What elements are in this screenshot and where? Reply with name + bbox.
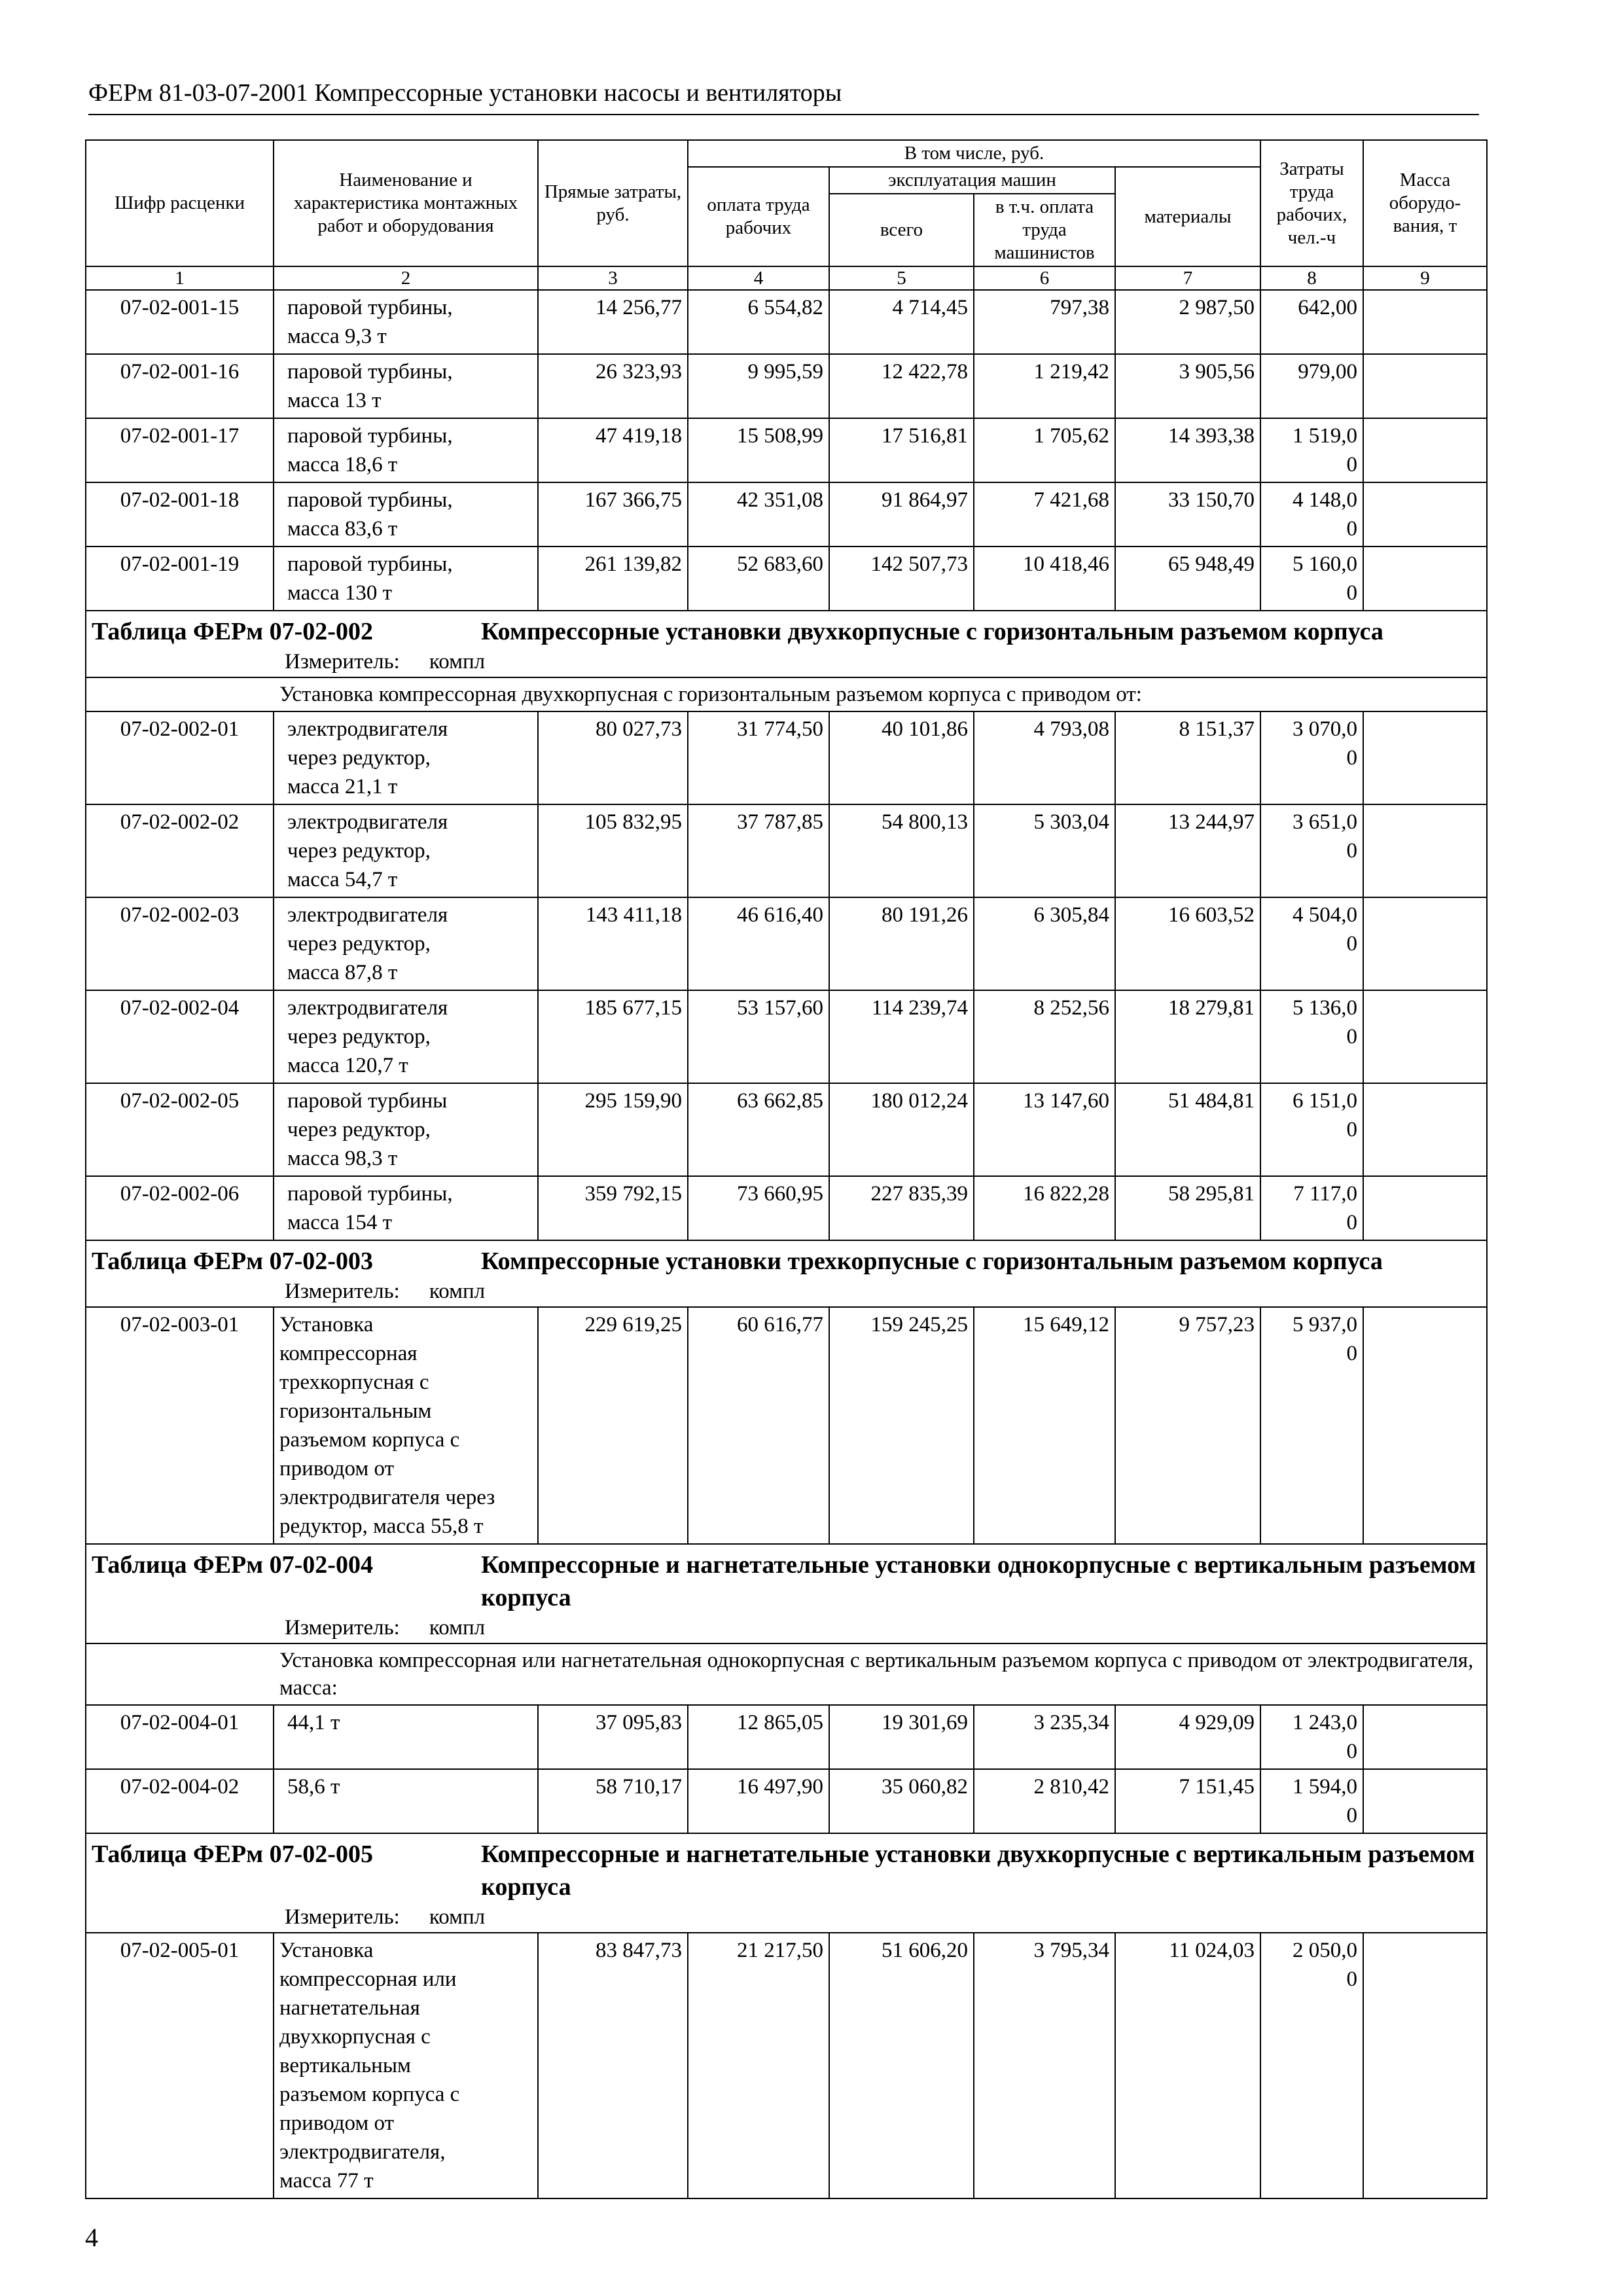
value-c4: 21 217,50 bbox=[688, 1933, 829, 2198]
column-number: 1 bbox=[86, 266, 274, 290]
value-c4: 60 616,77 bbox=[688, 1307, 829, 1544]
work-name: электродвигателя через редуктор, масса 21,1 т bbox=[274, 711, 538, 804]
value-c9 bbox=[1363, 290, 1487, 354]
col-materials-header: материалы bbox=[1115, 167, 1260, 266]
work-name: паровой турбины, масса 18,6 т bbox=[274, 418, 538, 482]
value-c9 bbox=[1363, 418, 1487, 482]
value-c4: 16 497,90 bbox=[688, 1769, 829, 1833]
value-c4: 37 787,85 bbox=[688, 804, 829, 897]
table-label: Таблица ФЕРм 07-02-004 bbox=[92, 1551, 373, 1579]
value-c9 bbox=[1363, 711, 1487, 804]
value-c9 bbox=[1363, 897, 1487, 990]
col-machines-header: эксплуатация машин bbox=[829, 167, 1115, 194]
value-c9 bbox=[1363, 354, 1487, 418]
meter-label: Измеритель: bbox=[285, 650, 400, 673]
table-title: Компрессорные установки трехкорпусные с горизонтальным разъемом корпуса bbox=[481, 1247, 1383, 1275]
value-c8: 3 651,0 0 bbox=[1260, 804, 1363, 897]
value-c7: 33 150,70 bbox=[1115, 482, 1260, 547]
rate-code: 07-02-002-04 bbox=[86, 990, 274, 1083]
value-c4: 63 662,85 bbox=[688, 1083, 829, 1176]
value-c8: 1 594,0 0 bbox=[1260, 1769, 1363, 1833]
value-c6: 1 219,42 bbox=[974, 354, 1115, 418]
value-c5: 19 301,69 bbox=[829, 1705, 974, 1769]
value-c5: 12 422,78 bbox=[829, 354, 974, 418]
page-number: 4 bbox=[85, 2223, 98, 2252]
value-c8: 5 937,0 0 bbox=[1260, 1307, 1363, 1544]
value-c5: 180 012,24 bbox=[829, 1083, 974, 1176]
value-c8: 6 151,0 0 bbox=[1260, 1083, 1363, 1176]
table-label: Таблица ФЕРм 07-02-002 bbox=[92, 618, 373, 645]
value-c4: 46 616,40 bbox=[688, 897, 829, 990]
value-c6: 797,38 bbox=[974, 290, 1115, 354]
value-c3: 58 710,17 bbox=[538, 1769, 688, 1833]
work-name: электродвигателя через редуктор, масса 54,7 т bbox=[274, 804, 538, 897]
value-c6: 16 822,28 bbox=[974, 1176, 1115, 1240]
table-row bbox=[86, 711, 1487, 804]
column-number: 7 bbox=[1115, 266, 1260, 290]
table-row bbox=[86, 482, 1487, 547]
meter-row bbox=[86, 1614, 1487, 1643]
value-c6: 15 649,12 bbox=[974, 1307, 1115, 1544]
value-c8: 2 050,0 0 bbox=[1260, 1933, 1363, 2198]
value-c3: 261 139,82 bbox=[538, 547, 688, 611]
column-number: 9 bbox=[1363, 266, 1487, 290]
value-c8: 1 519,0 0 bbox=[1260, 418, 1363, 482]
value-c6: 3 795,34 bbox=[974, 1933, 1115, 2198]
table-title-row bbox=[86, 611, 1487, 648]
value-c7: 51 484,81 bbox=[1115, 1083, 1260, 1176]
value-c4: 6 554,82 bbox=[688, 290, 829, 354]
meter-unit: компл bbox=[429, 1905, 486, 1929]
col-including-header: В том числе, руб. bbox=[688, 140, 1260, 167]
table-row bbox=[86, 547, 1487, 611]
value-c7: 65 948,49 bbox=[1115, 547, 1260, 611]
value-c5: 17 516,81 bbox=[829, 418, 974, 482]
value-c6: 7 421,68 bbox=[974, 482, 1115, 547]
value-c6: 6 305,84 bbox=[974, 897, 1115, 990]
table-row bbox=[86, 1769, 1487, 1833]
value-c3: 105 832,95 bbox=[538, 804, 688, 897]
col-labor-pay-header: оплата труда рабочих bbox=[688, 167, 829, 266]
column-number: 2 bbox=[274, 266, 538, 290]
table-row bbox=[86, 1083, 1487, 1176]
table-row bbox=[86, 1933, 1487, 2198]
table-row bbox=[86, 1176, 1487, 1240]
value-c7: 18 279,81 bbox=[1115, 990, 1260, 1083]
value-c7: 2 987,50 bbox=[1115, 290, 1260, 354]
value-c3: 295 159,90 bbox=[538, 1083, 688, 1176]
value-c5: 80 191,26 bbox=[829, 897, 974, 990]
column-number: 4 bbox=[688, 266, 829, 290]
column-number: 6 bbox=[974, 266, 1115, 290]
value-c4: 42 351,08 bbox=[688, 482, 829, 547]
work-name: электродвигателя через редуктор, масса 120,7 т bbox=[274, 990, 538, 1083]
value-c8: 1 243,0 0 bbox=[1260, 1705, 1363, 1769]
table-row bbox=[86, 990, 1487, 1083]
meter-row bbox=[86, 648, 1487, 677]
work-name: паровой турбины, масса 13 т bbox=[274, 354, 538, 418]
table-description-row bbox=[86, 1643, 1487, 1705]
table-description: Установка компрессорная двухкорпусная с горизонтальным разъемом корпуса с приводом от: bbox=[86, 677, 1487, 711]
table-row bbox=[86, 418, 1487, 482]
rate-code: 07-02-001-18 bbox=[86, 482, 274, 547]
rate-code: 07-02-002-01 bbox=[86, 711, 274, 804]
work-name: 44,1 т bbox=[274, 1705, 538, 1769]
value-c7: 4 929,09 bbox=[1115, 1705, 1260, 1769]
work-name: паровой турбины, масса 9,3 т bbox=[274, 290, 538, 354]
value-c8: 5 160,0 0 bbox=[1260, 547, 1363, 611]
table-row bbox=[86, 897, 1487, 990]
value-c4: 12 865,05 bbox=[688, 1705, 829, 1769]
value-c5: 114 239,74 bbox=[829, 990, 974, 1083]
value-c3: 229 619,25 bbox=[538, 1307, 688, 1544]
col-machinists-pay-header: в т.ч. оплата труда машинистов bbox=[974, 194, 1115, 266]
value-c9 bbox=[1363, 804, 1487, 897]
col-direct-header: Прямые затраты, руб. bbox=[538, 140, 688, 266]
value-c3: 14 256,77 bbox=[538, 290, 688, 354]
table-row bbox=[86, 804, 1487, 897]
value-c6: 10 418,46 bbox=[974, 547, 1115, 611]
value-c3: 80 027,73 bbox=[538, 711, 688, 804]
rate-code: 07-02-001-17 bbox=[86, 418, 274, 482]
value-c3: 47 419,18 bbox=[538, 418, 688, 482]
value-c7: 3 905,56 bbox=[1115, 354, 1260, 418]
meter-unit: компл bbox=[429, 1280, 486, 1303]
table-title-row bbox=[86, 1240, 1487, 1278]
value-c7: 7 151,45 bbox=[1115, 1769, 1260, 1833]
value-c7: 16 603,52 bbox=[1115, 897, 1260, 990]
value-c6: 8 252,56 bbox=[974, 990, 1115, 1083]
work-name: паровой турбины, масса 83,6 т bbox=[274, 482, 538, 547]
meter-label: Измеритель: bbox=[285, 1616, 400, 1640]
value-c8: 4 148,0 0 bbox=[1260, 482, 1363, 547]
value-c4: 9 995,59 bbox=[688, 354, 829, 418]
rate-code: 07-02-001-15 bbox=[86, 290, 274, 354]
rate-code: 07-02-002-02 bbox=[86, 804, 274, 897]
table-row bbox=[86, 354, 1487, 418]
col-code-header: Шифр расценки bbox=[86, 140, 274, 266]
column-number: 5 bbox=[829, 266, 974, 290]
table-label: Таблица ФЕРм 07-02-005 bbox=[92, 1840, 373, 1868]
rate-code: 07-02-004-01 bbox=[86, 1705, 274, 1769]
rate-code: 07-02-001-16 bbox=[86, 354, 274, 418]
value-c5: 91 864,97 bbox=[829, 482, 974, 547]
value-c3: 83 847,73 bbox=[538, 1933, 688, 2198]
value-c9 bbox=[1363, 1705, 1487, 1769]
value-c4: 31 774,50 bbox=[688, 711, 829, 804]
table-title: Компрессорные и нагнетательные установки двухкорпусные с вертикальным разъемом корпуса bbox=[481, 1840, 1475, 1901]
value-c4: 73 660,95 bbox=[688, 1176, 829, 1240]
col-machines-total-header: всего bbox=[829, 194, 974, 266]
value-c9 bbox=[1363, 547, 1487, 611]
value-c9 bbox=[1363, 990, 1487, 1083]
col-name-header: Наименование и характеристика монтажных работ и оборудования bbox=[274, 140, 538, 266]
rate-code: 07-02-001-19 bbox=[86, 547, 274, 611]
value-c9 bbox=[1363, 1769, 1487, 1833]
table-title: Компрессорные установки двухкорпусные с горизонтальным разъемом корпуса bbox=[481, 618, 1383, 645]
table-title: Компрессорные и нагнетательные установки однокорпусные с вертикальным разъемом корпуса bbox=[481, 1551, 1476, 1611]
value-c5: 40 101,86 bbox=[829, 711, 974, 804]
value-c5: 159 245,25 bbox=[829, 1307, 974, 1544]
column-number: 8 bbox=[1260, 266, 1363, 290]
page-header: ФЕРм 81-03-07-2001 Компрессорные установки насосы и вентиляторы bbox=[88, 77, 1479, 115]
value-c8: 642,00 bbox=[1260, 290, 1363, 354]
value-c6: 13 147,60 bbox=[974, 1083, 1115, 1176]
value-c5: 142 507,73 bbox=[829, 547, 974, 611]
value-c6: 5 303,04 bbox=[974, 804, 1115, 897]
rate-code: 07-02-004-02 bbox=[86, 1769, 274, 1833]
value-c8: 3 070,0 0 bbox=[1260, 711, 1363, 804]
value-c6: 1 705,62 bbox=[974, 418, 1115, 482]
value-c7: 9 757,23 bbox=[1115, 1307, 1260, 1544]
table-label: Таблица ФЕРм 07-02-003 bbox=[92, 1247, 373, 1275]
value-c7: 8 151,37 bbox=[1115, 711, 1260, 804]
value-c9 bbox=[1363, 482, 1487, 547]
value-c5: 227 835,39 bbox=[829, 1176, 974, 1240]
table-description: Установка компрессорная или нагнетательная однокорпусная с вертикальным разъемом корпуса с приводом от электродвигателя, масса: bbox=[86, 1643, 1487, 1705]
value-c9 bbox=[1363, 1176, 1487, 1240]
value-c5: 54 800,13 bbox=[829, 804, 974, 897]
value-c3: 359 792,15 bbox=[538, 1176, 688, 1240]
value-c3: 185 677,15 bbox=[538, 990, 688, 1083]
value-c8: 7 117,0 0 bbox=[1260, 1176, 1363, 1240]
value-c7: 14 393,38 bbox=[1115, 418, 1260, 482]
value-c9 bbox=[1363, 1307, 1487, 1544]
value-c5: 51 606,20 bbox=[829, 1933, 974, 2198]
rate-code: 07-02-002-03 bbox=[86, 897, 274, 990]
meter-label: Измеритель: bbox=[285, 1280, 400, 1303]
work-name: паровой турбины через редуктор, масса 98,3 т bbox=[274, 1083, 538, 1176]
value-c3: 37 095,83 bbox=[538, 1705, 688, 1769]
work-name: 58,6 т bbox=[274, 1769, 538, 1833]
meter-label: Измеритель: bbox=[285, 1905, 400, 1929]
meter-row bbox=[86, 1278, 1487, 1307]
meter-row bbox=[86, 1903, 1487, 1933]
value-c8: 4 504,0 0 bbox=[1260, 897, 1363, 990]
column-number: 3 bbox=[538, 266, 688, 290]
col-mass-header: Масса оборудо-вания, т bbox=[1363, 140, 1487, 266]
value-c9 bbox=[1363, 1933, 1487, 2198]
meter-unit: компл bbox=[429, 1616, 486, 1640]
value-c6: 2 810,42 bbox=[974, 1769, 1115, 1833]
table-title-row bbox=[86, 1544, 1487, 1614]
work-name: Установка компрессорная или нагнетательная двухкорпусная с вертикальным разъемом корпуса с приводом от электродвигателя, масса 77 т bbox=[274, 1933, 538, 2198]
value-c3: 26 323,93 bbox=[538, 354, 688, 418]
work-name: Установка компрессорная трехкорпусная с горизонтальным разъемом корпуса с приводом от электродвигателя через редуктор, масса 55,8 т bbox=[274, 1307, 538, 1544]
value-c9 bbox=[1363, 1083, 1487, 1176]
meter-unit: компл bbox=[429, 650, 486, 673]
value-c7: 11 024,03 bbox=[1115, 1933, 1260, 2198]
rate-code: 07-02-002-05 bbox=[86, 1083, 274, 1176]
value-c4: 53 157,60 bbox=[688, 990, 829, 1083]
table-title-row bbox=[86, 1833, 1487, 1903]
value-c3: 143 411,18 bbox=[538, 897, 688, 990]
work-name: паровой турбины, масса 154 т bbox=[274, 1176, 538, 1240]
rate-code: 07-02-002-06 bbox=[86, 1176, 274, 1240]
work-name: электродвигателя через редуктор, масса 87,8 т bbox=[274, 897, 538, 990]
rates-table bbox=[85, 139, 1488, 2199]
value-c5: 35 060,82 bbox=[829, 1769, 974, 1833]
value-c4: 15 508,99 bbox=[688, 418, 829, 482]
table-row bbox=[86, 1705, 1487, 1769]
value-c8: 5 136,0 0 bbox=[1260, 990, 1363, 1083]
table-description-row bbox=[86, 677, 1487, 711]
value-c6: 3 235,34 bbox=[974, 1705, 1115, 1769]
value-c7: 13 244,97 bbox=[1115, 804, 1260, 897]
work-name: паровой турбины, масса 130 т bbox=[274, 547, 538, 611]
value-c4: 52 683,60 bbox=[688, 547, 829, 611]
col-labor-cost-header: Затраты труда рабочих, чел.-ч bbox=[1260, 140, 1363, 266]
rate-code: 07-02-005-01 bbox=[86, 1933, 274, 2198]
table-row bbox=[86, 290, 1487, 354]
value-c6: 4 793,08 bbox=[974, 711, 1115, 804]
value-c5: 4 714,45 bbox=[829, 290, 974, 354]
value-c8: 979,00 bbox=[1260, 354, 1363, 418]
value-c3: 167 366,75 bbox=[538, 482, 688, 547]
table-row bbox=[86, 1307, 1487, 1544]
value-c7: 58 295,81 bbox=[1115, 1176, 1260, 1240]
rate-code: 07-02-003-01 bbox=[86, 1307, 274, 1544]
